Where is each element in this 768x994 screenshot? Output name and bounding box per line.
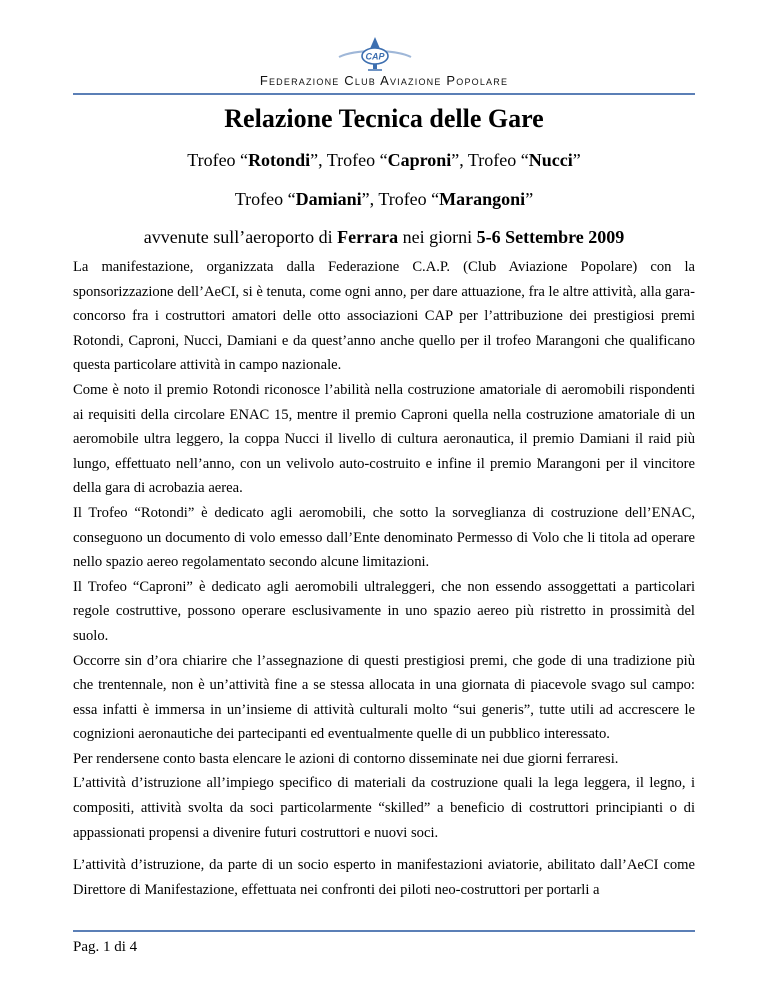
- page-header: [0, 0, 768, 100]
- cap-logo: [335, 35, 415, 75]
- paragraph: Per rendersene conto basta elencare le azioni di contorno disseminate nei due giorni ferraresi.: [73, 750, 619, 767]
- paragraph: L’attività d’istruzione all’impiego specifico di materiali da costruzione quali la lega leggera, il legno, i compositi, attività svolta da soci particolarmente “skilled” a beneficio di costruttori principianti o di appassionati propensi a divenire futuri costruttori e nuovi soci.: [73, 775, 695, 841]
- paragraph: La manifestazione, organizzata dalla Federazione C.A.P. (Club Aviazione Popolare) con la sponsorizzazione dell’AeCI, si è tenuta, come ogni anno, per dare attuazione, fra le altre attività, alla gara-concorso fra i costruttori amatori delle otto associazioni CAP per l’attribuzione dei prestigiosi premi Rotondi, Caproni, Nucci, Damiani e da quest’anno anche quello per il trofeo Marangoni che qualificano questa particolare attività in campo nazionale.: [73, 259, 695, 374]
- header-divider: [73, 93, 695, 95]
- event-location-date: avvenute sull’aeroporto di Ferrara nei giorni 5-6 Settembre 2009: [143, 227, 625, 247]
- footer-divider: [73, 930, 695, 932]
- report-body: [73, 255, 695, 902]
- paragraph: L’attività d’istruzione, da parte di un socio esperto in manifestazioni aviatorie, abilitato dall’AeCI come Direttore di Manifestazione, effettuata nei confronti dei piloti neo-costruttori per portarli a: [73, 857, 695, 898]
- paragraph: Il Trofeo “Rotondi” è dedicato agli aeromobili, che sotto la sorveglianza di costruzione dell’ENAC, conseguono un documento di volo emesso dall’Ente denominato Permesso di Volo che li titola ad operare nello spazio aereo regolamentato secondo alcune limitazioni.: [73, 504, 695, 571]
- paragraph: Come è noto il premio Rotondi riconosce l’abilità nella costruzione amatoriale di aeromobili rispondenti ai requisiti della circolare ENAC 15, mentre il premio Caproni quella nella costruzione amatoriale di un aeromobile ultra leggero, la coppa Nucci il livello di cultura aeronautica, il premio Damiani il raid più lungo, effettuato nell’anno, con un velivolo auto-costruito e infine il premio Marangoni per il vincitore della gara di acrobazia aerea.: [73, 381, 695, 497]
- paragraph: Occorre sin d’ora chiarire che l’assegnazione di questi prestigiosi premi, che gode di una tradizione più che trentennale, non è un’attività fine a se stessa allocata in una giornata di piacevole svago sul campo: essa infatti è immersa in un’insieme di attività culturali molto “sui generis”, tutte utili ad accrescere le cognizioni aeronautiche dei partecipanti ed eventualmente quelle di un pubblico interessato.: [73, 652, 695, 743]
- logo-text: CAP: [365, 51, 385, 62]
- page-number: Pag. 1 di 4: [73, 939, 138, 955]
- trophies-line-1: Trofeo “Rotondi”, Trofeo “Caproni”, Trofeo “Nucci”: [187, 150, 581, 170]
- trophies-line-2: Trofeo “Damiani”, Trofeo “Marangoni”: [234, 189, 534, 209]
- organization-name: Federazione Club Aviazione Popolare: [259, 73, 509, 88]
- document-title: Relazione Tecnica delle Gare: [224, 104, 544, 133]
- paragraph: Il Trofeo “Caproni” è dedicato agli aeromobili ultraleggeri, che non essendo assoggettati a particolari regole costruttive, possono operare esclusivamente in uno spazio aereo più ristretto in prossimità del suolo.: [73, 578, 695, 644]
